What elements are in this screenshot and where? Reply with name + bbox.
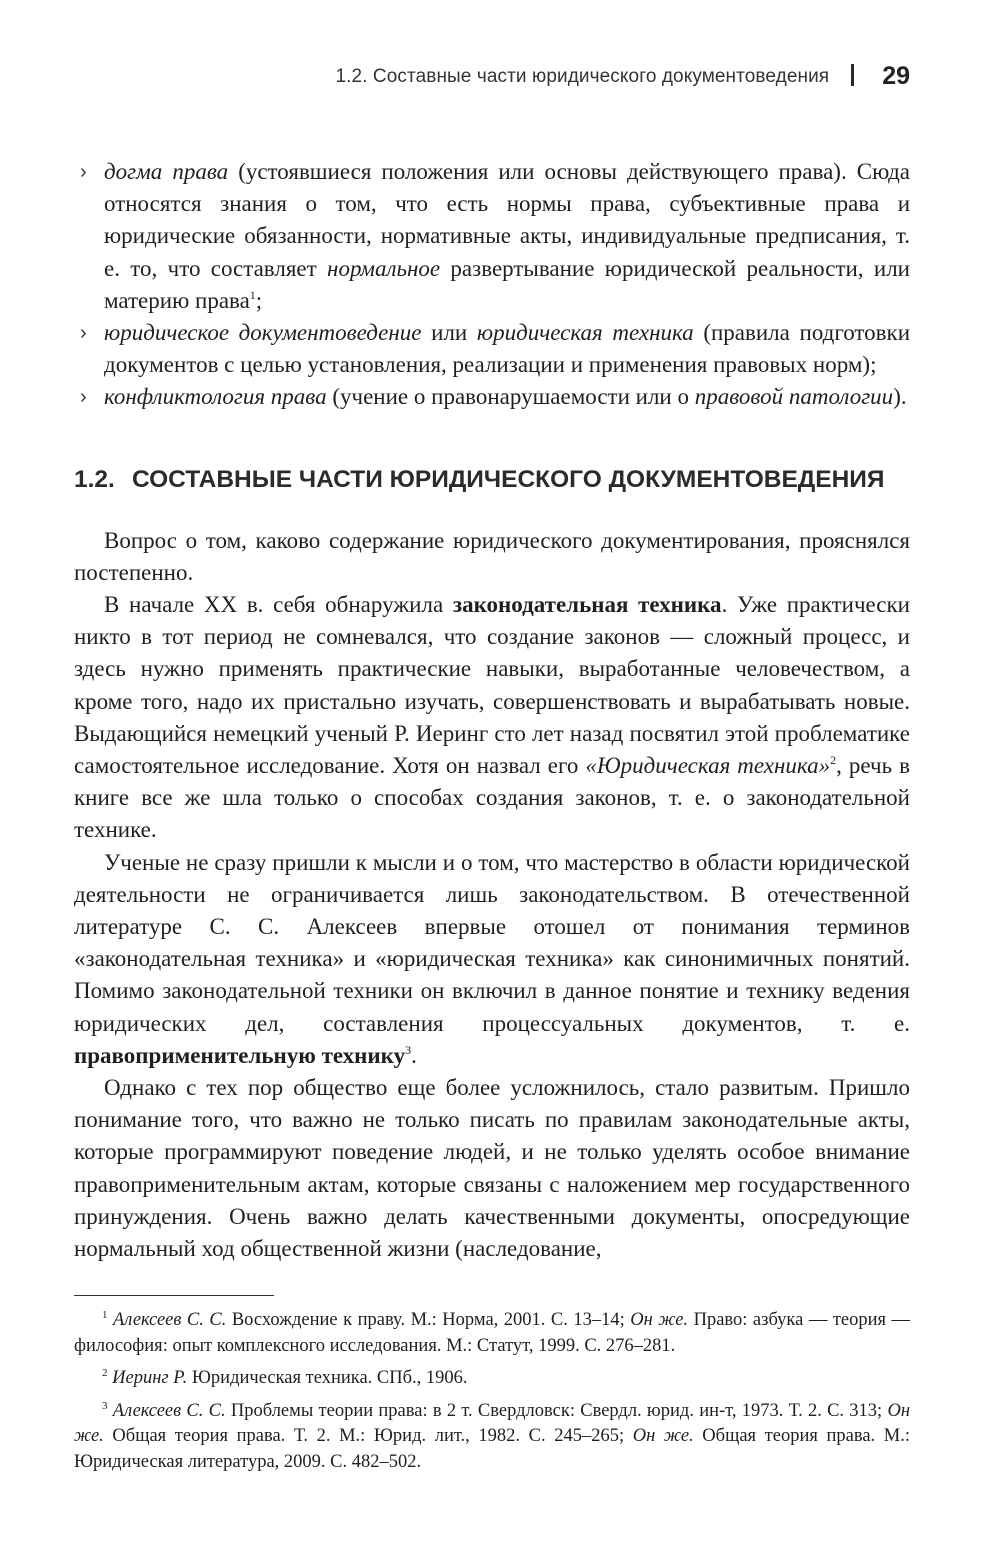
term-italic: правовой патологии <box>694 384 894 410</box>
list-item <box>74 381 910 413</box>
footnote-divider <box>74 1295 274 1296</box>
footnote-text: Восхождение к праву. М.: Норма, 2001. С. 13–14; <box>226 1310 631 1331</box>
footnote-number: 1 <box>102 1309 108 1322</box>
page-number: 29 <box>882 62 910 90</box>
footnote-author: Он же. <box>74 1400 910 1447</box>
list-item-text: (правила подготовки документов с целью установления, реализации и применения правовых норм); <box>104 320 911 378</box>
footnote-author: Алексеев С. С. <box>112 1400 226 1421</box>
footnote <box>74 1366 910 1392</box>
section-title: СОСТАВНЫЕ ЧАСТИ ЮРИДИЧЕСКОГО ДОКУМЕНТОВЕДЕНИЯ <box>132 465 885 493</box>
list-item-text: или <box>421 320 477 346</box>
bold-term: правоприменительную технику <box>74 1042 406 1068</box>
footnote-author: Иеринг Р. <box>112 1368 188 1389</box>
bold-term: законодательная техника <box>452 592 722 618</box>
footnotes <box>74 1308 910 1475</box>
footnote-ref[interactable]: 1 <box>249 287 256 302</box>
footnote-ref[interactable]: 2 <box>830 753 837 768</box>
paragraph <box>74 589 910 847</box>
term-italic: юридическое документоведение <box>104 320 422 346</box>
chevron-right-icon: › <box>80 161 87 183</box>
footnote-author: Он же. <box>630 1310 689 1331</box>
footnote-text: Юридическая техника. СПб., 1906. <box>187 1368 468 1389</box>
paragraph-text: . Уже практически никто в тот период не сомневался, что создание законов — сложный процесс, и здесь нужно применять практические навыки, выработанные человечеством, а кроме того, надо их пристально изучать, совершенствовать и вырабатывать новые. Выдающийся немецкий ученый Р. Иеринг сто лет назад посвятил этой проблематике самостоятельное исследование. Хотя он назвал его <box>74 592 910 779</box>
chevron-right-icon: › <box>80 322 87 345</box>
paragraph-text: Ученые не сразу пришли к мысли и о том, что мастерство в области юридической деятельности не ограничивается лишь законодательством. В отечественной литературе С. С. Алексеев впервые отошел от понимания терминов «законодательная техника» и «юридическая техника» как синонимичных понятий. Помимо законодательной техники он включил в данное понятие и технику ведения юридических дел, составления процессуальных документов, т. е. <box>74 849 910 1036</box>
footnote-ref[interactable]: 3 <box>405 1042 412 1057</box>
running-header-title: 1.2. Составные части юридического документоведения <box>335 66 830 87</box>
list-item-text: (устоявшиеся положения или основы действующего права). Сюда относятся знания о том, что есть нормы права, субъективные права и юридические обязанности, нормативные акты, индивидуальные предписания, т. е. то, что составляет <box>104 159 910 281</box>
list-item-text: (учение о правонарушаемости или о <box>326 384 695 410</box>
list-item-text: ; <box>255 287 263 313</box>
list-item-text: развертывание юридической реальности, или материю права <box>104 255 910 313</box>
italic-title: «Юридическая техника» <box>585 753 831 779</box>
paragraph-text: . <box>411 1042 417 1068</box>
footnote-author: Он же. <box>632 1426 694 1447</box>
paragraph-text: , речь в книге все же шла только о способах создания законов, т. е. о законодательной технике. <box>74 753 910 843</box>
page-content <box>74 156 910 1482</box>
term-italic: догма права <box>104 159 229 184</box>
paragraph: Однако с тех пор общество еще более усложнилось, стало развитым. Пришло понимание того, что важно не только писать по правилам законодательные акты, которые программируют поведение людей, и не только уделять особое внимание правоприменительным актам, которые связаны с наложением мер государственного принуждения. Очень важно делать качественными документы, опосредующие нормальный ход общественной жизни (наследование, <box>74 1075 910 1262</box>
header-divider <box>851 64 854 86</box>
footnote-author: Алексеев С. С. <box>113 1310 227 1331</box>
emphasis-italic: нормальное <box>327 255 441 281</box>
paragraph-text: В начале XX в. себя обнаружила <box>104 592 453 618</box>
paragraph <box>74 847 910 1072</box>
footnote <box>74 1308 910 1359</box>
list-item <box>74 317 910 381</box>
footnote-number: 2 <box>102 1367 108 1380</box>
footnote <box>74 1399 910 1476</box>
chevron-right-icon: › <box>80 386 87 409</box>
section-number: 1.2. <box>74 465 115 493</box>
bullet-list <box>74 156 910 414</box>
paragraph: Вопрос о том, каково содержание юридического документирования, прояснялся постепенно. <box>74 527 910 585</box>
footnote-text: Проблемы теории права: в 2 т. Свердловск: Свердл. юрид. ин-т, 1973. Т. 2. С. 313; <box>225 1400 888 1421</box>
footnote-number: 3 <box>102 1399 108 1412</box>
running-header <box>0 62 910 91</box>
footnote-text: Общая теория права. М.: Юридическая литература, 2009. С. 482–502. <box>74 1426 910 1472</box>
list-item-text: ). <box>893 384 907 410</box>
list-item <box>74 156 910 317</box>
term-italic: юридическая техника <box>476 320 694 346</box>
term-italic: конфликтология права <box>104 384 327 410</box>
footnote-text: Общая теория права. Т. 2. М.: Юрид. лит., 1982. С. 245–265; <box>103 1426 633 1447</box>
footnote-text: Право: азбука — теория — философия: опыт комплексного исследования. М.: Статут, 1999. С. 276–281. <box>74 1310 911 1356</box>
section-heading <box>74 462 910 497</box>
